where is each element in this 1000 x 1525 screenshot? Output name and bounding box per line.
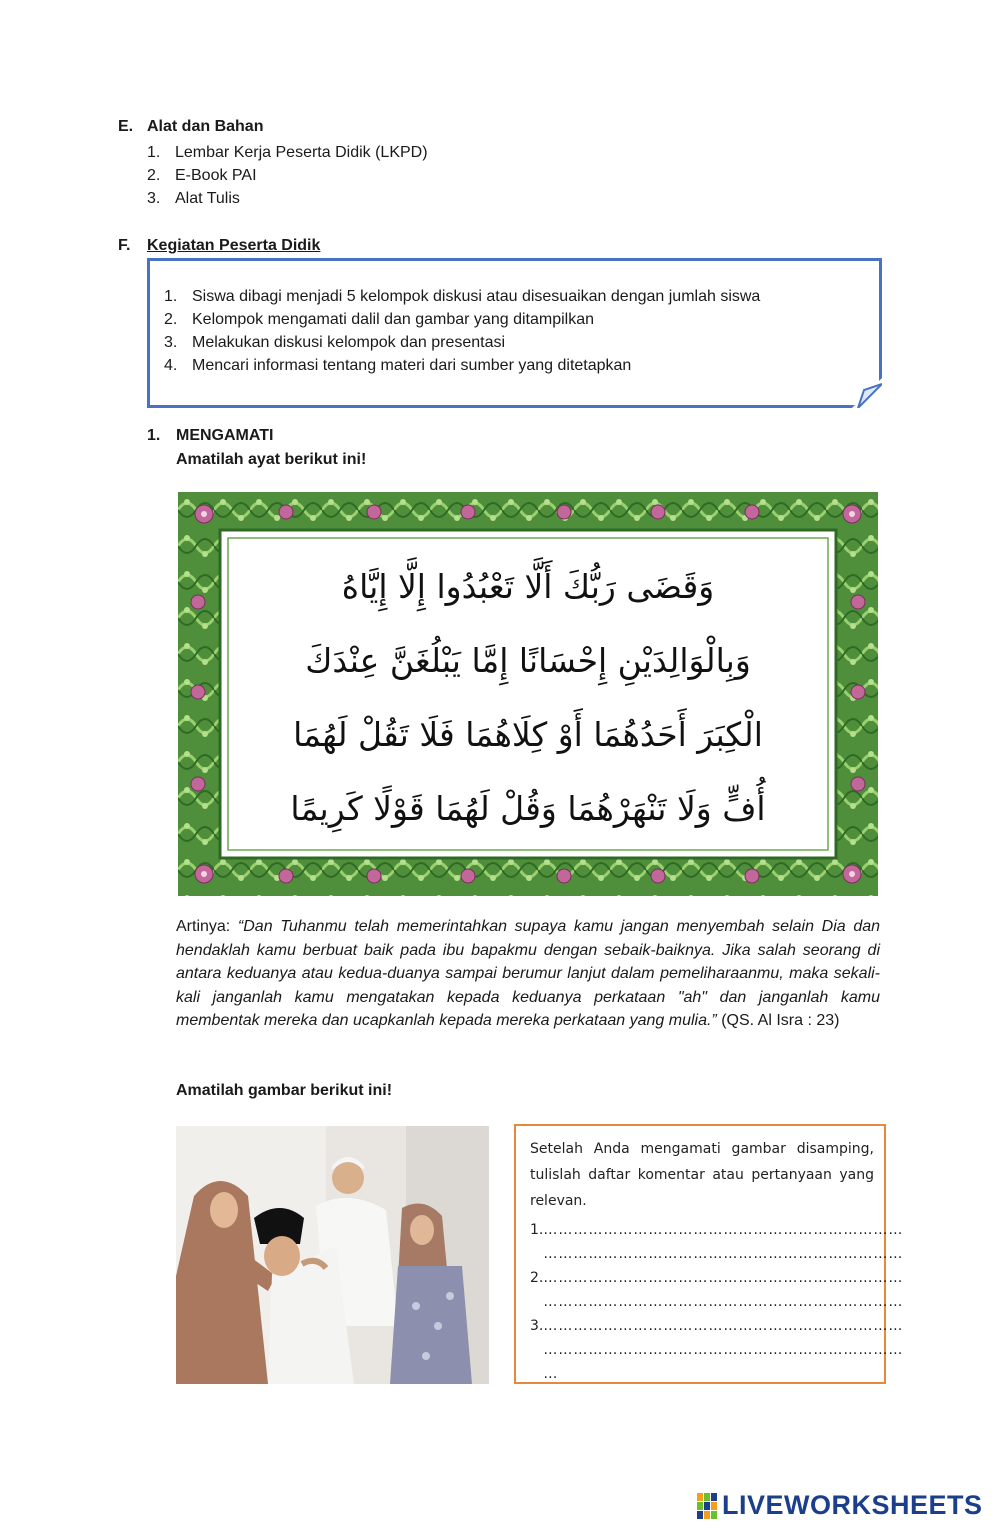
mengamati-subtitle: Amatilah ayat berikut ini!: [176, 451, 367, 468]
liveworksheets-logo[interactable]: [697, 1490, 983, 1521]
liveworksheets-brand: LIVEWORKSHEETS: [722, 1490, 983, 1520]
materials-list: [147, 141, 428, 210]
page-curl-icon: [852, 378, 882, 408]
answer-line[interactable]: ………………………………………………………………: [543, 1294, 904, 1310]
verse-line: وَبِالْوَالِدَيْنِ إِحْسَانًا إِمَّا يَبْلُغَنَّ عِنْدَكَ: [305, 641, 751, 680]
list-item: 2. Kelompok mengamati dalil dan gambar yang ditampilkan: [164, 311, 594, 328]
answer-line[interactable]: ………………………………………………………………: [543, 1246, 904, 1262]
list-item: 2. E-Book PAI: [147, 167, 257, 184]
answer-line[interactable]: ………………………………………………………………: [543, 1222, 904, 1238]
section-e-title: Alat dan Bahan: [147, 118, 264, 135]
activity-list: [164, 285, 760, 377]
picture-section-title: Amatilah gambar berikut ini!: [176, 1082, 393, 1099]
verse-line: الْكِبَرَ أَحَدُهُمَا أَوْ كِلَاهُمَا فَلَا تَقُلْ لَهُمَا: [293, 715, 763, 754]
verse-line: أُفٍّ وَلَا تَنْهَرْهُمَا وَقُلْ لَهُمَا قَوْلًا كَرِيمًا: [290, 789, 766, 828]
list-item: 3. Alat Tulis: [147, 190, 240, 207]
verse-line: وَقَضَى رَبُّكَ أَلَّا تَعْبُدُوا إِلَّا إِيَّاهُ: [341, 567, 715, 606]
section-f-letter: F.: [118, 237, 131, 254]
comment-box: [514, 1124, 904, 1384]
answer-row: 1. ……………………………………………………………… ………………………………………………………………: [530, 1218, 874, 1266]
answer-row: 3. ……………………………………………………………… ……………………………………………………………… …: [530, 1314, 874, 1386]
verse-frame: [178, 492, 878, 896]
section-f-title: Kegiatan Peserta Didik: [147, 237, 321, 254]
answer-line[interactable]: ………………………………………………………………: [543, 1270, 904, 1286]
answer-line[interactable]: ………………………………………………………………: [543, 1342, 904, 1358]
list-item: 1. Lembar Kerja Peserta Didik (LKPD): [147, 144, 428, 161]
family-illustration: [176, 1126, 489, 1384]
answer-trailing: …: [543, 1366, 558, 1382]
list-item: 3. Melakukan diskusi kelompok dan presentasi: [164, 334, 506, 351]
liveworksheets-logo-icon: [697, 1493, 719, 1519]
comment-instruction: Setelah Anda mengamati gambar disamping, tulislah daftar komentar atau pertanyaan yang relevan.: [530, 1141, 874, 1209]
answer-list: [530, 1218, 904, 1386]
answer-line[interactable]: ………………………………………………………………: [543, 1318, 904, 1334]
activity-box: [147, 258, 882, 408]
answer-row: 2. ……………………………………………………………… ………………………………………………………………: [530, 1266, 874, 1314]
verse-text: [238, 550, 818, 846]
list-item: 1. Siswa dibagi menjadi 5 kelompok diskusi atau disesuaikan dengan jumlah siswa: [164, 288, 761, 305]
mengamati-num: 1.: [147, 427, 161, 444]
section-e-letter: E.: [118, 118, 134, 135]
mengamati-title: MENGAMATI: [176, 427, 274, 444]
list-item: 4. Mencari informasi tentang materi dari sumber yang ditetapkan: [164, 357, 632, 374]
family-photo: [176, 1126, 489, 1384]
verse-translation: Artinya: “Dan Tuhanmu telah memerintahkan supaya kamu jangan menyembah selain Dia dan hendaklah kamu berbuat baik pada ibu bapakmu dengan sebaik-baiknya. Jika salah seorang di antara keduanya atau kedua-duanya sampai berumur lanjut dalam pemeliharaanmu, maka sekali-kali janganlah kamu mengatakan kepada keduanya perkataan "ah" dan janganlah kamu membentak mereka dan ucapkanlah kepada mereka perkataan yang mulia.” (QS. Al Isra : 23): [176, 918, 881, 1029]
